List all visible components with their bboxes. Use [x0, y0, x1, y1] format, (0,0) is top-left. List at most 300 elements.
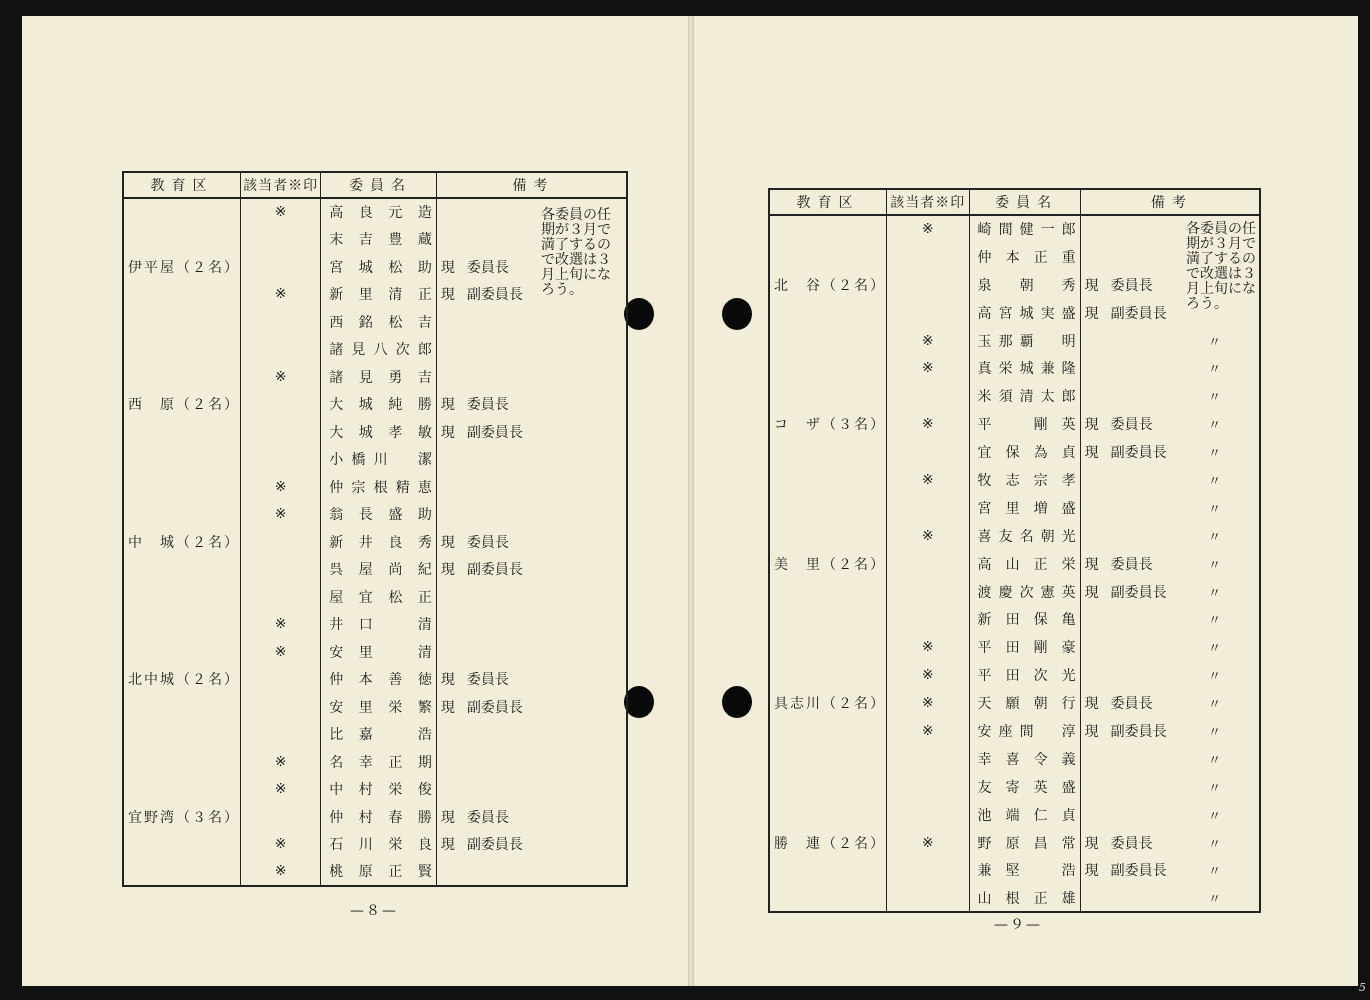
remarks-cell: [1080, 856, 1260, 884]
district-cell: [769, 773, 887, 801]
remarks-cell: [1080, 494, 1260, 522]
ditto-mark: 〃: [1207, 446, 1221, 462]
ditto-mark: 〃: [1207, 502, 1221, 518]
district-cell: 具志川（２名）: [769, 689, 887, 717]
member-name-cell: 諸見八次郎: [321, 336, 437, 364]
member-name-cell: 渡慶次憲英: [969, 578, 1080, 606]
district-cell: [123, 583, 241, 611]
district-cell: [769, 522, 887, 550]
ditto-mark: 〃: [1207, 530, 1221, 546]
mark-cell: [241, 528, 321, 556]
mark-cell: ※: [887, 466, 970, 494]
remarks-cell: [1080, 354, 1260, 382]
member-name-cell: 玉那覇 明: [969, 327, 1080, 355]
mark-cell: [887, 801, 970, 829]
district-cell: [123, 281, 241, 309]
member-name-cell: 諸見勇吉: [321, 363, 437, 391]
table-row: [769, 633, 1260, 661]
table-row: [123, 391, 627, 419]
remarks-cell: [1080, 829, 1260, 857]
member-name-cell: 米須清太郎: [969, 382, 1080, 410]
district-cell: 北 谷（２名）: [769, 271, 887, 299]
mark-cell: ※: [241, 638, 321, 666]
header-mark: 該当者※印: [887, 189, 970, 215]
member-name-cell: 安里栄繁: [321, 693, 437, 721]
table-row: [123, 528, 627, 556]
mark-cell: [887, 550, 970, 578]
table-header-row: [123, 172, 627, 198]
district-cell: [769, 633, 887, 661]
district-cell: [123, 198, 241, 226]
district-cell: 宜野湾（３名）: [123, 803, 241, 831]
remarks-cell: [1080, 410, 1260, 438]
status-label: 現: [440, 259, 455, 276]
remarks-cell: [436, 391, 627, 419]
remarks-cell: [436, 776, 627, 804]
member-name-cell: 新里清正: [321, 281, 437, 309]
status-label: 現: [440, 534, 455, 551]
mark-cell: [241, 226, 321, 254]
header-mark: 該当者※印: [241, 172, 321, 198]
status-label: 現: [1084, 835, 1099, 852]
member-name-cell: 比嘉 浩: [321, 721, 437, 749]
member-name-cell: 新井良秀: [321, 528, 437, 556]
remarks-cell: [436, 446, 627, 474]
district-cell: [123, 501, 241, 529]
table-row: [123, 666, 627, 694]
table-row: [769, 438, 1260, 466]
district-cell: [123, 611, 241, 639]
mark-cell: [241, 693, 321, 721]
table-row: [769, 856, 1260, 884]
remarks-cell: [1080, 466, 1260, 494]
position-label: 副委員長: [466, 699, 523, 716]
district-cell: [769, 801, 887, 829]
district-cell: [123, 363, 241, 391]
district-cell: [123, 638, 241, 666]
ditto-mark: 〃: [1207, 613, 1221, 629]
table-row: [769, 466, 1260, 494]
member-name-cell: 池端仁貞: [969, 801, 1080, 829]
binding-hole-icon: [624, 686, 654, 718]
ditto-mark: 〃: [1207, 641, 1221, 657]
ditto-mark: 〃: [1207, 864, 1221, 880]
district-cell: [769, 494, 887, 522]
member-name-cell: 安里 清: [321, 638, 437, 666]
mark-cell: ※: [241, 501, 321, 529]
remarks-cell: [1080, 745, 1260, 773]
status-label: 現: [440, 699, 455, 716]
remarks-cell: [1080, 382, 1260, 410]
ditto-mark: 〃: [1207, 474, 1221, 490]
mark-cell: ※: [887, 633, 970, 661]
member-name-cell: 仲村春勝: [321, 803, 437, 831]
status-label: 現: [1084, 723, 1099, 740]
mark-cell: ※: [241, 748, 321, 776]
member-name-cell: 石川栄良: [321, 831, 437, 859]
remarks-cell: [1080, 689, 1260, 717]
member-name-cell: 屋宜松正: [321, 583, 437, 611]
district-cell: [769, 578, 887, 606]
district-cell: [769, 299, 887, 327]
mark-cell: [241, 803, 321, 831]
mark-cell: [241, 391, 321, 419]
ditto-mark: 〃: [1207, 837, 1221, 853]
remarks-cell: [436, 666, 627, 694]
position-label: 委員長: [1110, 277, 1153, 294]
table-row: [123, 473, 627, 501]
mark-cell: [887, 299, 970, 327]
district-cell: [123, 226, 241, 254]
remarks-cell: [1080, 884, 1260, 912]
remarks-cell: [436, 638, 627, 666]
remarks-cell: [436, 831, 627, 859]
member-name-cell: 新田保亀: [969, 605, 1080, 633]
ditto-mark: 〃: [1207, 809, 1221, 825]
remarks-cell: [436, 748, 627, 776]
status-label: 現: [1084, 863, 1099, 880]
remarks-cell: [436, 803, 627, 831]
remarks-cell: [436, 336, 627, 364]
remarks-cell: [1080, 438, 1260, 466]
mark-cell: [241, 253, 321, 281]
table-row: [123, 858, 627, 886]
member-name-cell: 泉朝秀: [969, 271, 1080, 299]
district-cell: [769, 466, 887, 494]
table-row: [123, 308, 627, 336]
member-name-cell: 友寄英盛: [969, 773, 1080, 801]
remarks-cell: [1080, 801, 1260, 829]
mark-cell: ※: [887, 215, 970, 243]
ditto-mark: 〃: [1207, 669, 1221, 685]
district-cell: [769, 856, 887, 884]
mark-cell: ※: [887, 327, 970, 355]
table-row: [123, 748, 627, 776]
position-label: 委員長: [466, 259, 509, 276]
member-name-cell: 高山正栄: [969, 550, 1080, 578]
table-row: [769, 494, 1260, 522]
table-row: [769, 801, 1260, 829]
member-name-cell: 小橋川 潔: [321, 446, 437, 474]
district-cell: 伊平屋（２名）: [123, 253, 241, 281]
table-row: [123, 721, 627, 749]
table-row: [769, 550, 1260, 578]
table-row: [123, 803, 627, 831]
mark-cell: ※: [241, 198, 321, 226]
member-name-cell: 高宮城実盛: [969, 299, 1080, 327]
member-name-cell: 中村栄俊: [321, 776, 437, 804]
remarks-cell: [1080, 717, 1260, 745]
mark-cell: [887, 773, 970, 801]
remarks-cell: [436, 418, 627, 446]
ditto-mark: 〃: [1207, 697, 1221, 713]
mark-cell: ※: [241, 611, 321, 639]
table-row: [123, 611, 627, 639]
table-row: [769, 522, 1260, 550]
table-row: [123, 693, 627, 721]
remarks-cell: [1080, 578, 1260, 606]
binding-hole-icon: [722, 298, 752, 330]
mark-cell: ※: [241, 281, 321, 309]
remarks-cell: [436, 611, 627, 639]
member-name-cell: 野原昌常: [969, 829, 1080, 857]
member-name-cell: 宮城松助: [321, 253, 437, 281]
member-name-cell: 天願朝行: [969, 689, 1080, 717]
mark-cell: [887, 271, 970, 299]
position-label: 副委員長: [1110, 723, 1167, 740]
table-row: [769, 717, 1260, 745]
remarks-cell: [436, 363, 627, 391]
mark-cell: [241, 583, 321, 611]
mark-cell: [887, 494, 970, 522]
table-row: [769, 884, 1260, 912]
status-label: 現: [1084, 277, 1099, 294]
remarks-cell: [436, 693, 627, 721]
position-label: 副委員長: [1110, 863, 1167, 880]
member-name-cell: 井口 清: [321, 611, 437, 639]
member-name-cell: 大城孝敏: [321, 418, 437, 446]
status-label: 現: [1084, 305, 1099, 322]
remarks-cell: [436, 721, 627, 749]
left-page-number: —８—: [350, 903, 398, 919]
table-row: [769, 605, 1260, 633]
district-cell: [769, 884, 887, 912]
district-cell: 勝 連（２名）: [769, 829, 887, 857]
ditto-mark: 〃: [1207, 558, 1221, 574]
district-cell: 北中城（２名）: [123, 666, 241, 694]
member-name-cell: 宮里増盛: [969, 494, 1080, 522]
district-cell: [769, 382, 887, 410]
remarks-cell: [436, 501, 627, 529]
status-label: 現: [440, 424, 455, 441]
mark-cell: [241, 418, 321, 446]
table-row: [123, 501, 627, 529]
mark-cell: ※: [887, 661, 970, 689]
mark-cell: [887, 884, 970, 912]
ditto-mark: 〃: [1207, 753, 1221, 769]
member-name-cell: 末吉豊蔵: [321, 226, 437, 254]
status-label: 現: [440, 837, 455, 854]
right-remarks-note: 各委員の任期が３月で満了するので改選は３月上旬になろう。: [1186, 221, 1256, 312]
header-district: 教育区: [769, 189, 887, 215]
remarks-cell: [436, 858, 627, 886]
mark-cell: ※: [887, 689, 970, 717]
member-name-cell: 平田剛豪: [969, 633, 1080, 661]
member-name-cell: 名幸正期: [321, 748, 437, 776]
ditto-mark: 〃: [1207, 586, 1221, 602]
district-cell: [769, 661, 887, 689]
remarks-cell: [436, 583, 627, 611]
remarks-cell: [1080, 633, 1260, 661]
table-row: [123, 336, 627, 364]
district-cell: コ ザ（３名）: [769, 410, 887, 438]
district-cell: 美 里（２名）: [769, 550, 887, 578]
scan-number: 5: [1359, 981, 1366, 994]
member-name-cell: 平 剛英: [969, 410, 1080, 438]
table-row: [123, 556, 627, 584]
district-cell: [123, 446, 241, 474]
member-name-cell: 翁長盛助: [321, 501, 437, 529]
left-remarks-note: 各委員の任期が３月で満了するので改選は３月上旬になろう。: [541, 207, 611, 298]
district-cell: 中 城（２名）: [123, 528, 241, 556]
member-name-cell: 桃原正賢: [321, 858, 437, 886]
position-label: 委員長: [466, 809, 509, 826]
ditto-mark: 〃: [1207, 362, 1221, 378]
mark-cell: [887, 856, 970, 884]
ditto-mark: 〃: [1207, 781, 1221, 797]
position-label: 委員長: [466, 672, 509, 689]
status-label: 現: [440, 397, 455, 414]
district-cell: [123, 831, 241, 859]
position-label: 委員長: [1110, 556, 1153, 573]
table-row: [769, 382, 1260, 410]
mark-cell: ※: [241, 831, 321, 859]
remarks-cell: [436, 528, 627, 556]
position-label: 副委員長: [466, 424, 523, 441]
district-cell: [123, 418, 241, 446]
table-row: [769, 661, 1260, 689]
mark-cell: [241, 721, 321, 749]
member-name-cell: 真栄城兼隆: [969, 354, 1080, 382]
mark-cell: [887, 578, 970, 606]
mark-cell: [887, 438, 970, 466]
mark-cell: ※: [887, 410, 970, 438]
district-cell: [123, 721, 241, 749]
table-row: [769, 829, 1260, 857]
member-name-cell: 高良元造: [321, 198, 437, 226]
position-label: 委員長: [466, 397, 509, 414]
district-cell: [123, 556, 241, 584]
position-label: 委員長: [466, 534, 509, 551]
district-cell: [769, 354, 887, 382]
table-row: [123, 638, 627, 666]
table-row: [769, 354, 1260, 382]
member-name-cell: 仲本善徳: [321, 666, 437, 694]
mark-cell: [241, 666, 321, 694]
position-label: 副委員長: [1110, 305, 1167, 322]
header-remarks: 備考: [1080, 189, 1260, 215]
mark-cell: [887, 605, 970, 633]
table-row: [123, 776, 627, 804]
member-name-cell: 宜保為貞: [969, 438, 1080, 466]
member-name-cell: 仲宗根精恵: [321, 473, 437, 501]
mark-cell: ※: [241, 776, 321, 804]
district-cell: [123, 858, 241, 886]
district-cell: [769, 243, 887, 271]
mark-cell: [887, 745, 970, 773]
header-member-name: 委員名: [969, 189, 1080, 215]
status-label: 現: [1084, 445, 1099, 462]
district-cell: [769, 327, 887, 355]
binding-hole-icon: [624, 298, 654, 330]
status-label: 現: [440, 287, 455, 304]
remarks-cell: [1080, 550, 1260, 578]
member-name-cell: 山根正雄: [969, 884, 1080, 912]
member-name-cell: 喜友名朝光: [969, 522, 1080, 550]
district-cell: [123, 693, 241, 721]
binding-hole-icon: [722, 686, 752, 718]
member-name-cell: 崎間健一郎: [969, 215, 1080, 243]
remarks-cell: [1080, 605, 1260, 633]
mark-cell: ※: [887, 522, 970, 550]
mark-cell: [887, 382, 970, 410]
district-cell: [123, 308, 241, 336]
remarks-cell: [436, 556, 627, 584]
status-label: 現: [1084, 696, 1099, 713]
member-name-cell: 大城純勝: [321, 391, 437, 419]
district-cell: [769, 605, 887, 633]
remarks-cell: [1080, 661, 1260, 689]
district-cell: 西 原（２名）: [123, 391, 241, 419]
ditto-mark: 〃: [1207, 390, 1221, 406]
remarks-cell: [436, 308, 627, 336]
status-label: 現: [440, 809, 455, 826]
status-label: 現: [1084, 584, 1099, 601]
table-row: [769, 578, 1260, 606]
member-name-cell: 兼堅 浩: [969, 856, 1080, 884]
mark-cell: ※: [241, 363, 321, 391]
table-header-row: [769, 189, 1260, 215]
member-name-cell: 仲本正重: [969, 243, 1080, 271]
mark-cell: ※: [887, 829, 970, 857]
district-cell: [123, 336, 241, 364]
position-label: 副委員長: [1110, 584, 1167, 601]
position-label: 委員長: [1110, 417, 1153, 434]
table-row: [123, 446, 627, 474]
status-label: 現: [440, 562, 455, 579]
header-remarks: 備考: [436, 172, 627, 198]
member-name-cell: 西銘松吉: [321, 308, 437, 336]
district-cell: [769, 215, 887, 243]
mark-cell: [241, 556, 321, 584]
mark-cell: ※: [241, 473, 321, 501]
status-label: 現: [1084, 417, 1099, 434]
ditto-mark: 〃: [1207, 418, 1221, 434]
district-cell: [769, 717, 887, 745]
book-spine: [688, 16, 694, 986]
member-name-cell: 平田次光: [969, 661, 1080, 689]
mark-cell: ※: [887, 717, 970, 745]
table-row: [123, 583, 627, 611]
status-label: 現: [440, 672, 455, 689]
ditto-mark: 〃: [1207, 725, 1221, 741]
table-row: [123, 418, 627, 446]
remarks-cell: [1080, 522, 1260, 550]
mark-cell: [241, 446, 321, 474]
table-row: [769, 327, 1260, 355]
position-label: 副委員長: [466, 837, 523, 854]
remarks-cell: [1080, 773, 1260, 801]
ditto-mark: 〃: [1207, 892, 1221, 908]
header-member-name: 委員名: [321, 172, 437, 198]
position-label: 委員長: [1110, 835, 1153, 852]
position-label: 委員長: [1110, 696, 1153, 713]
mark-cell: [887, 243, 970, 271]
table-row: [769, 773, 1260, 801]
position-label: 副委員長: [1110, 445, 1167, 462]
status-label: 現: [1084, 556, 1099, 573]
right-page-number: —９—: [994, 917, 1042, 933]
district-cell: [123, 748, 241, 776]
mark-cell: ※: [241, 858, 321, 886]
mark-cell: [241, 308, 321, 336]
header-district: 教育区: [123, 172, 241, 198]
position-label: 副委員長: [466, 562, 523, 579]
table-row: [123, 363, 627, 391]
member-name-cell: 呉屋尚紀: [321, 556, 437, 584]
district-cell: [123, 776, 241, 804]
mark-cell: [241, 336, 321, 364]
